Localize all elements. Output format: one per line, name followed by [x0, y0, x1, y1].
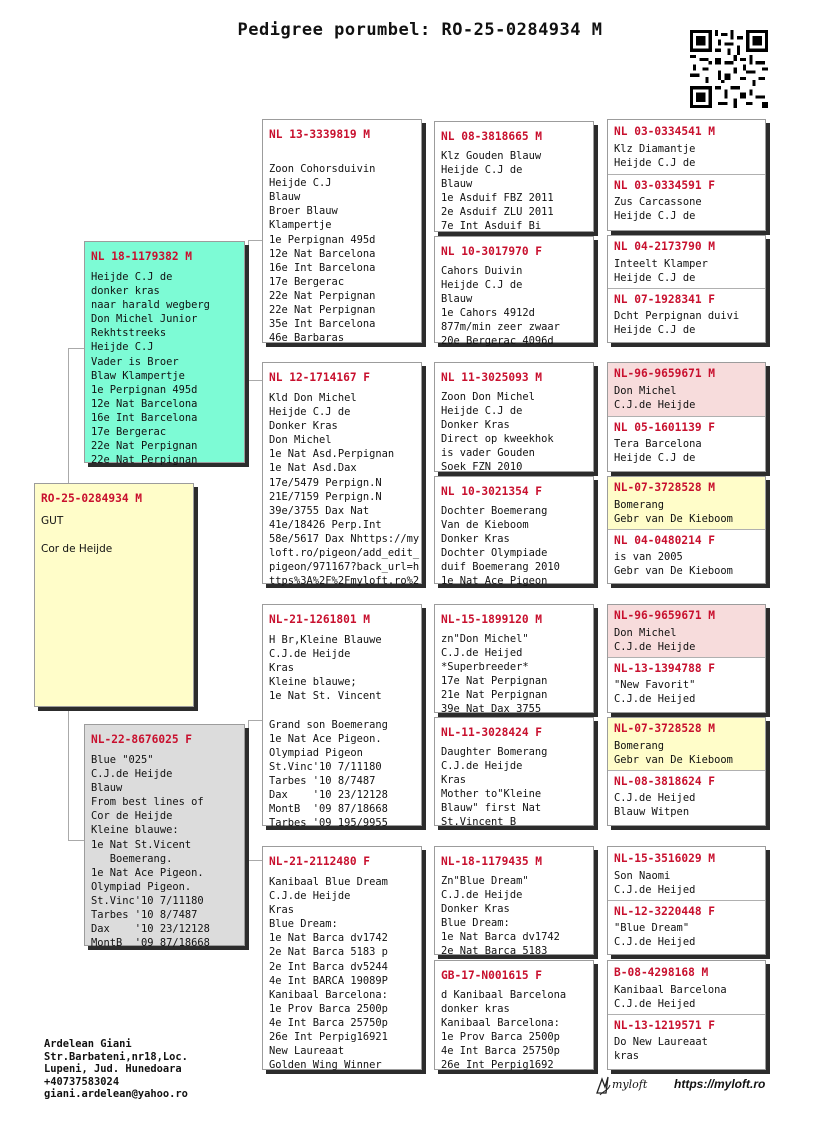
pigeon-card-gen4-10[interactable] — [608, 658, 765, 712]
connector-line — [248, 860, 262, 861]
connector-line — [68, 705, 69, 840]
ring-number: NL-21-2112480 F — [269, 855, 371, 868]
ring-number: NL-15-1899120 M — [441, 613, 543, 626]
ring-number: NL 05-1601139 F — [614, 421, 716, 434]
ring-number: NL-96-9659671 M — [614, 609, 716, 622]
site-link[interactable]: https://myloft.ro — [674, 1077, 766, 1091]
pigeon-card-gen3-5[interactable] — [434, 604, 594, 716]
ring-number: NL 13-3339819 M — [269, 128, 371, 141]
pigeon-card-gen4-8[interactable] — [608, 530, 765, 583]
pigeon-card-gen3-8[interactable] — [434, 960, 594, 1070]
ring-number: NL-22-8676025 F — [91, 733, 193, 746]
pigeon-details: Dochter Boemerang Van de Kieboom Donker Kras Dochter Olympiade duif Boemerang 2010 1e Nat Ace Pigeon — [441, 505, 560, 588]
pigeon-details: Dcht Perpignan duivi Heijde C.J de — [614, 310, 740, 337]
connector-line — [248, 240, 249, 380]
ring-number: NL 03-0334591 F — [614, 179, 716, 192]
pigeon-card-gen4-2[interactable] — [608, 175, 765, 230]
ring-number: NL 04-2173790 M — [614, 240, 716, 253]
pigeon-details: Zus Carcassone Heijde C.J de — [614, 196, 702, 223]
pigeon-details: Kld Don Michel Heijde C.J de Donker Kras Don Michel 1e Nat Asd.Perpignan 1e Nat Asd.Dax 17e/5479 Perpign.N 21E/7159 Perpign.N 39e/3755 Dax Nat 41e/18426 Perp.Int 58e/5617 Dax Nhttps://my loft.ro/pigeon/add_edit_ pigeon/971167?back_url=h ttps%3A%2F%2Fmyloft.ro%2 — [269, 392, 420, 588]
pigeon-card-sire-sire[interactable] — [262, 119, 422, 343]
pigeon-details: Klz Gouden Blauw Heijde C.J de Blauw 1e Asduif FBZ 2011 2e Asduif ZLU 2011 7e Int Asduif Bi — [441, 150, 554, 233]
pigeon-card-gen4-1[interactable] — [608, 120, 765, 174]
pigeon-details: C.J.de Heijed Blauw Witpen — [614, 792, 696, 819]
pigeon-card-gen4-7[interactable] — [608, 477, 765, 529]
pigeon-details: "Blue Dream" C.J.de Heijed — [614, 922, 696, 949]
pigeon-card-dam[interactable] — [84, 724, 245, 950]
pigeon-details: Heijde C.J de donker kras naar harald wegberg Don Michel Junior Rekhtstreeks Heijde C.J Vader is Broer Blaw Klampertje 1e Perpignan 495d 12e Nat Barcelona 16e Int Barcelona 17e Bergerac 22e Nat Perpignan 22e Nat Perpignan — [91, 271, 210, 467]
pigeon-details: Cahors Duivin Heijde C.J de Blauw 1e Cahors 4912d 877m/min zeer zwaar 20e Bergerac 4096d — [441, 265, 560, 348]
pigeon-card-gen3-3[interactable] — [434, 362, 594, 472]
pigeon-details: Blue "025" C.J.de Heijde Blauw From best lines of Cor de Heijde Kleine blauwe: 1e Nat St.Vicent Boemerang. 1e Nat Ace Pigeon. Olympiad Pigeon. St.Vinc'10 7/11180 Tarbes '10 8/7487 Dax '10 23/12128 MontB '09 87/18668 — [91, 754, 210, 950]
pigeon-card-gen3-4[interactable] — [434, 476, 594, 588]
pigeon-card-subject[interactable] — [34, 483, 194, 707]
connector-line — [248, 720, 262, 721]
pigeon-card-gen4-15[interactable] — [608, 961, 765, 1014]
pigeon-pair-gen4-1 — [607, 119, 766, 231]
ring-number: NL-13-1394788 F — [614, 662, 716, 675]
ring-number: GB-17-N001615 F — [441, 969, 543, 982]
pigeon-details: GUT Cor de Heijde — [41, 515, 113, 556]
pigeon-details: Do New Laureaat kras — [614, 1036, 708, 1063]
ring-number: NL 03-0334541 M — [614, 125, 716, 138]
pigeon-details: Daughter Bomerang C.J.de Heijde Kras Mother to"Kleine Blauw" first Nat St.Vincent B — [441, 746, 548, 829]
pigeon-details: H Br,Kleine Blauwe C.J.de Heijde Kras Kleine blauwe; 1e Nat St. Vincent Grand son Boemerang 1e Nat Ace Pigeon. Olympiad Pigeon St.Vinc'10 7/11180 Tarbes '10 8/7487 Dax '10 23/12128 MontB '09 87/18668 Tarbes '09 195/9955 — [269, 634, 388, 830]
pigeon-card-gen4-6[interactable] — [608, 417, 765, 471]
pigeon-details: Bomerang Gebr van De Kieboom — [614, 740, 733, 767]
ring-number: NL-07-3728528 M — [614, 481, 716, 494]
pigeon-details: Zn"Blue Dream" C.J.de Heijde Donker Kras Blue Dream: 1e Nat Barca dv1742 2e Nat Barca 5183 — [441, 875, 560, 958]
pigeon-details: Son Naomi C.J.de Heijed — [614, 870, 696, 897]
ring-number: B-08-4298168 M — [614, 966, 709, 979]
pigeon-card-gen4-4[interactable] — [608, 289, 765, 342]
ring-number: NL-15-3516029 M — [614, 852, 716, 865]
ring-number: NL-18-1179435 M — [441, 855, 543, 868]
pigeon-card-sire[interactable] — [84, 241, 245, 467]
myloft-logo-text: myloft — [612, 1078, 648, 1091]
pigeon-details: Bomerang Gebr van De Kieboom — [614, 499, 733, 526]
page-title: Pedigree porumbel: RO-25-0284934 M — [237, 20, 603, 40]
ring-number: NL 04-0480214 F — [614, 534, 716, 547]
connector-line — [248, 240, 262, 241]
ring-number: NL-13-1219571 F — [614, 1019, 716, 1032]
pigeon-card-gen3-6[interactable] — [434, 717, 594, 829]
pigeon-details: d Kanibaal Barcelona donker kras Kanibaal Barcelona: 1e Prov Barca 2500p 4e Int Barca 25750p 26e Int Perpig1692 — [441, 989, 567, 1072]
ring-number: NL 10-3021354 F — [441, 485, 543, 498]
ring-number: NL 11-3025093 M — [441, 371, 543, 384]
pigeon-details: Zoon Cohorsduivin Heijde C.J Blauw Broer Blauw Klampertje 1e Perpignan 495d 12e Nat Barcelona 16e Int Barcelona 17e Bergerac 22e Nat Perpignan 22e Nat Perpignan 35e Int Barcelona 46e Barbaras — [269, 163, 376, 345]
ring-number: NL-07-3728528 M — [614, 722, 716, 735]
pigeon-card-gen3-7[interactable] — [434, 846, 594, 958]
qr-code — [690, 30, 768, 108]
pigeon-details: Tera Barcelona Heijde C.J de — [614, 438, 702, 465]
ring-number: RO-25-0284934 M — [41, 492, 143, 505]
pigeon-pair-gen4-7 — [607, 846, 766, 955]
pigeon-card-gen4-12[interactable] — [608, 771, 765, 825]
pigeon-pair-gen4-8 — [607, 960, 766, 1070]
ring-number: NL-96-9659671 M — [614, 367, 716, 380]
connector-line — [68, 348, 69, 483]
ring-number: NL-11-3028424 F — [441, 726, 543, 739]
pigeon-card-dam-sire[interactable] — [262, 604, 422, 830]
pigeon-card-gen3-1[interactable] — [434, 121, 594, 232]
pigeon-pair-gen4-3 — [607, 362, 766, 472]
pigeon-details: Don Michel C.J.de Heijde — [614, 385, 696, 412]
pigeon-card-dam-dam[interactable] — [262, 846, 422, 1070]
pigeon-details: Kanibaal Blue Dream C.J.de Heijde Kras Blue Dream: 1e Nat Barca dv1742 2e Nat Barca 5183 p 2e Int Barca dv5244 4e Int BARCA 19089P Kanibaal Barcelona: 1e Prov Barca 2500p 4e Int Barca 25750p 26e Int Perpig16921 New Laureaat Golden Wing Winner — [269, 876, 388, 1072]
pigeon-card-gen4-14[interactable] — [608, 901, 765, 954]
connector-line — [248, 380, 262, 381]
pigeon-card-sire-dam[interactable] — [262, 362, 422, 588]
pigeon-details: Kanibaal Barcelona C.J.de Heijed — [614, 984, 727, 1011]
pigeon-details: Zoon Don Michel Heijde C.J de Donker Kras Direct op kweekhok is vader Gouden Soek FZN 2010 — [441, 391, 554, 474]
pigeon-card-gen3-2[interactable] — [434, 236, 594, 348]
pigeon-details: Klz Diamantje Heijde C.J de — [614, 143, 696, 170]
ring-number: NL 08-3818665 M — [441, 130, 543, 143]
pigeon-details: zn"Don Michel" C.J.de Heijed *Superbreeder* 17e Nat Perpignan 21e Nat Perpignan 39e Nat Dax 3755 — [441, 633, 548, 716]
pigeon-pair-gen4-4 — [607, 476, 766, 584]
ring-number: NL-21-1261801 M — [269, 613, 371, 626]
pigeon-card-gen4-3[interactable] — [608, 236, 765, 288]
pigeon-card-gen4-9[interactable] — [608, 605, 765, 657]
pigeon-pair-gen4-2 — [607, 235, 766, 343]
pigeon-card-gen4-13[interactable] — [608, 847, 765, 900]
pigeon-pair-gen4-5 — [607, 604, 766, 713]
ring-number: NL-08-3818624 F — [614, 775, 716, 788]
ring-number: NL 07-1928341 F — [614, 293, 716, 306]
pigeon-card-gen4-16[interactable] — [608, 1015, 765, 1069]
ring-number: NL-12-3220448 F — [614, 905, 716, 918]
pigeon-pair-gen4-6 — [607, 717, 766, 826]
owner-info: Ardelean Giani Str.Barbateni,nr18,Loc. Lupeni, Jud. Hunedoara +40737583024 giani.ardelean@yahoo.ro — [44, 1038, 188, 1101]
pigeon-details: is van 2005 Gebr van De Kieboom — [614, 551, 733, 578]
pigeon-card-gen4-5[interactable] — [608, 363, 765, 416]
ring-number: NL 10-3017970 F — [441, 245, 543, 258]
pigeon-details: "New Favorit" C.J.de Heijed — [614, 679, 696, 706]
ring-number: NL 18-1179382 M — [91, 250, 193, 263]
pigeon-details: Don Michel C.J.de Heijde — [614, 627, 696, 654]
connector-line — [248, 720, 249, 860]
ring-number: NL 12-1714167 F — [269, 371, 371, 384]
pigeon-card-gen4-11[interactable] — [608, 718, 765, 770]
pigeon-details: Inteelt Klamper Heijde C.J de — [614, 258, 708, 285]
